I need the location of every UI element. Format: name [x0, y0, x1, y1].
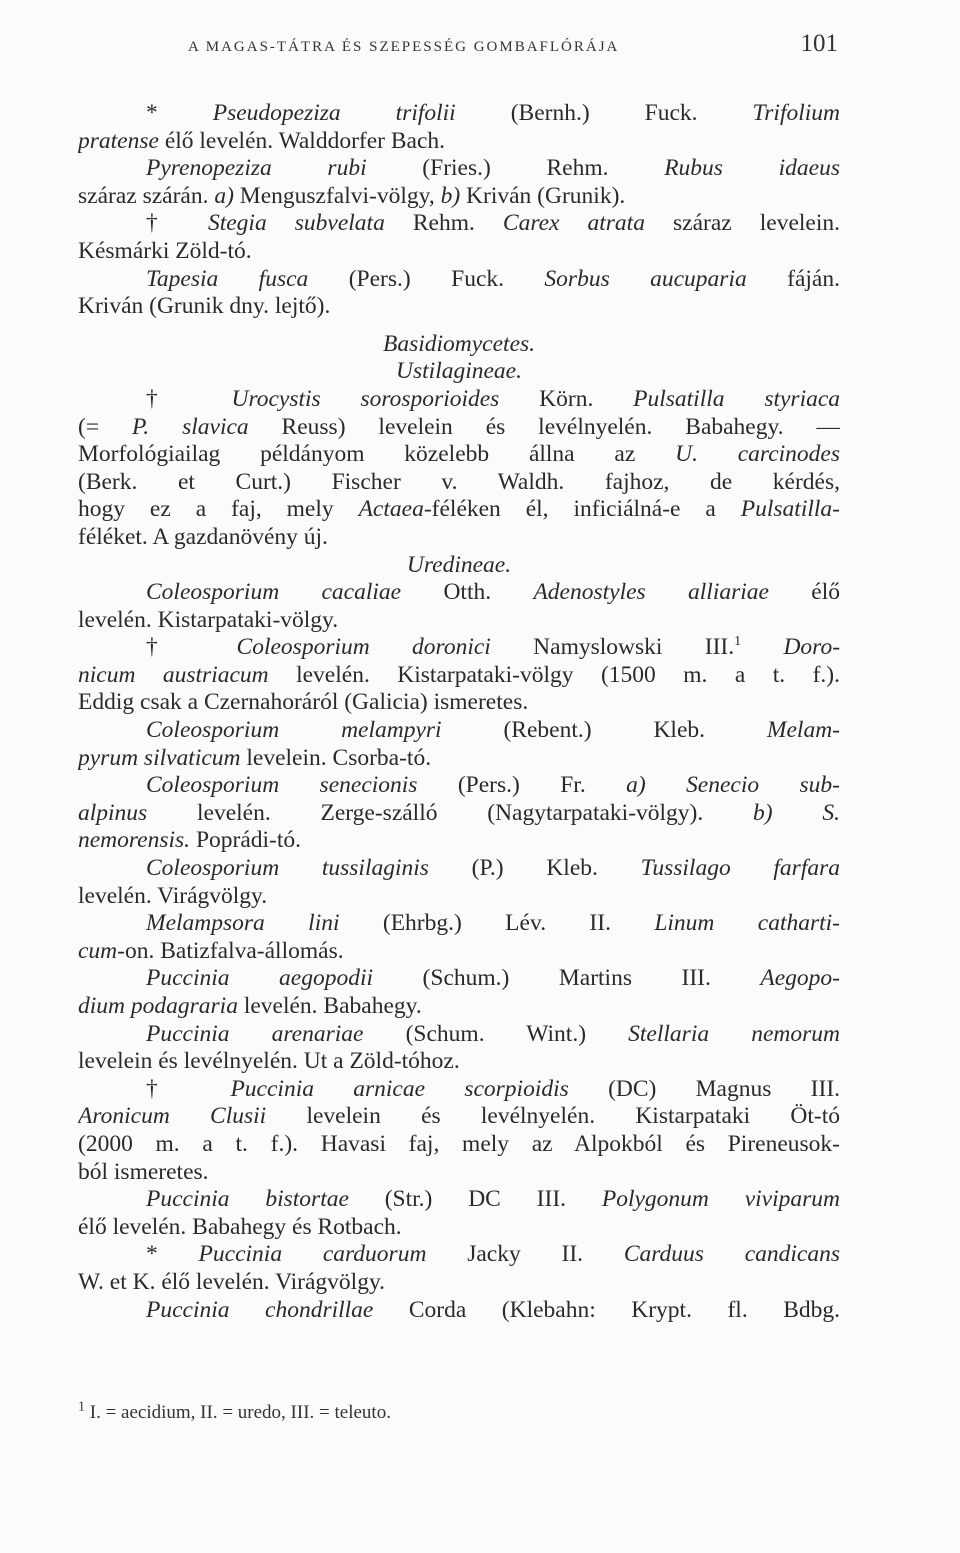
- text-run: Kriván (Grunik).: [460, 182, 626, 209]
- text-run: [741, 634, 783, 660]
- taxon-name: Coleosporium cacaliae: [146, 579, 402, 606]
- section-heading: [78, 358, 840, 386]
- taxon-name: Carex atrata: [502, 210, 645, 237]
- text-line: [78, 441, 840, 469]
- text-run: -: [832, 496, 840, 523]
- text-line: [78, 496, 840, 524]
- section-gap: [78, 321, 840, 331]
- taxon-name: Puccinia aegopodii: [146, 965, 374, 992]
- taxon-name: alpinus: [78, 799, 148, 826]
- text-line: [78, 469, 840, 497]
- text-run: (Pers.) Fuck.: [308, 265, 545, 292]
- footnote: [78, 1399, 391, 1424]
- text-run: hogy ez a faj, mely: [78, 496, 359, 523]
- text-line: [78, 266, 840, 294]
- taxon-name: Stegia subvelata: [207, 210, 385, 237]
- footnote-ref: 1: [734, 634, 742, 650]
- text-run: levelén. Zerge-szálló (Nagytarpataki-völgy).: [147, 799, 754, 826]
- taxon-name: Tussilago farfara: [640, 855, 840, 882]
- text-line: [78, 634, 840, 662]
- text-run: levelein és levélnyelén. Ut a Zöld-tóhoz.: [78, 1048, 460, 1075]
- text-line: [78, 579, 840, 607]
- text-line: [78, 386, 840, 414]
- taxon-name: Coleosporium senecionis: [146, 772, 418, 799]
- text-run: †: [146, 634, 237, 661]
- text-line: [78, 293, 840, 321]
- text-run: (Fries.) Rehm.: [366, 155, 665, 182]
- taxon-name: Uredineae.: [406, 551, 512, 578]
- text-run: (Pers.) Fr.: [417, 772, 627, 799]
- text-run: (Berk. et Curt.) Fischer v. Waldh. fajhoz, de kérdés,: [78, 468, 840, 495]
- taxon-name: Pulsatilla styriaca: [633, 385, 840, 412]
- taxon-name: nicum austriacum: [78, 661, 269, 688]
- text-line: [78, 238, 840, 266]
- text-run: -féléken él, inficiálná-e a: [423, 496, 741, 523]
- taxon-name: Melampsora lini: [146, 910, 340, 937]
- text-line: [78, 993, 840, 1021]
- taxon-name: Coleosporium tussilaginis: [146, 855, 429, 882]
- section-heading: [78, 331, 840, 359]
- text-run: levelén. Virágvölgy.: [78, 882, 268, 909]
- text-run: Kriván (Grunik dny. lejtő).: [78, 293, 331, 320]
- text-run: (Schum. Wint.): [363, 1020, 629, 1047]
- text-line: [78, 855, 840, 883]
- taxon-name: nemorensis.: [78, 827, 191, 854]
- text-run: féléket. A gazdanövény új.: [78, 523, 328, 550]
- text-line: [78, 745, 840, 773]
- text-line: [78, 1214, 840, 1242]
- body-text: [78, 100, 840, 1324]
- text-line: [78, 1076, 840, 1104]
- taxon-name: b): [440, 182, 461, 209]
- text-run: élő levelén. Babahegy és Rotbach.: [78, 1213, 402, 1240]
- text-run: fáján.: [746, 265, 840, 292]
- text-run: W. et K. élő levelén. Virágvölgy.: [78, 1268, 386, 1295]
- text-run: (Bernh.) Fuck.: [455, 100, 753, 126]
- text-line: [78, 717, 840, 745]
- text-run: (2000 m. a t. f.). Havasi faj, mely az Alpokból és Pireneusok-: [78, 1130, 840, 1157]
- taxon-name: Ustilagineae.: [396, 358, 522, 385]
- text-line: [78, 1021, 840, 1049]
- text-run: Eddig csak a Czernahoráról (Galicia) ismeretes.: [78, 689, 529, 716]
- text-line: [78, 827, 840, 855]
- text-run: (Str.) DC III.: [348, 1186, 602, 1213]
- text-run: Reuss) levelein és levélnyelén. Babahegy. —: [248, 413, 840, 440]
- text-run: száraz levelein.: [644, 210, 840, 237]
- text-line: [78, 128, 840, 156]
- text-run: Körn.: [499, 385, 634, 412]
- taxon-name: Actaea: [358, 496, 424, 523]
- text-line: [78, 1131, 840, 1159]
- text-line: [78, 938, 840, 966]
- text-run: †: [146, 1075, 231, 1102]
- text-run: levelein és levélnyelén. Kistarpataki Öt-tó: [266, 1103, 840, 1130]
- taxon-name: U. carcinodes: [675, 441, 840, 468]
- text-line: [78, 155, 840, 183]
- taxon-name: Trifolium: [752, 100, 840, 126]
- text-run: élő levelén. Walddorfer Bach.: [158, 127, 446, 154]
- text-run: Corda (Klebahn: Krypt. fl. Bdbg.: [373, 1296, 840, 1323]
- taxon-name: Sorbus aucuparia: [544, 265, 747, 292]
- taxon-name: b) S.: [753, 799, 840, 826]
- text-line: [78, 662, 840, 690]
- taxon-name: Puccinia carduorum: [198, 1241, 427, 1268]
- text-line: [78, 1159, 840, 1187]
- taxon-name: Linum catharti-: [654, 910, 840, 937]
- text-run: -on. Batizfalva-állomás.: [117, 937, 344, 964]
- taxon-name: P. slavica: [131, 413, 249, 440]
- taxon-name: Melam-: [766, 717, 840, 744]
- taxon-name: Pyrenopeziza rubi: [146, 155, 367, 182]
- section-heading: [78, 552, 840, 580]
- text-run: levelein. Csorba-tó.: [240, 744, 432, 771]
- taxon-name: Polygonum viviparum: [601, 1186, 840, 1213]
- text-run: Jacky II.: [426, 1241, 624, 1268]
- text-run: Morfológiailag példányom közelebb állna az: [78, 441, 676, 468]
- taxon-name: Urocystis sorosporioides: [231, 385, 500, 412]
- text-line: [78, 1103, 840, 1131]
- taxon-name: Rubus idaeus: [664, 155, 840, 182]
- text-line: [78, 414, 840, 442]
- footnote-marker: 1: [78, 1399, 85, 1415]
- text-run: (Schum.) Martins III.: [373, 965, 761, 992]
- taxon-name: Puccinia arenariae: [146, 1020, 364, 1047]
- text-run: levelén. Babahegy.: [237, 993, 422, 1019]
- text-line: [78, 1241, 840, 1269]
- text-line: [78, 1048, 840, 1076]
- text-line: [78, 607, 840, 635]
- text-line: [78, 210, 840, 238]
- text-run: Rehm.: [384, 210, 503, 237]
- taxon-name: Coleosporium doronici: [236, 634, 491, 661]
- taxon-name: Basidiomycetes.: [382, 330, 536, 357]
- text-line: [78, 910, 840, 938]
- text-line: [78, 100, 840, 128]
- taxon-name: Doro-: [783, 634, 840, 661]
- taxon-name: Puccinia arnicae scorpioidis: [230, 1075, 569, 1102]
- text-run: (Rebent.) Kleb.: [441, 717, 767, 744]
- text-run: ból ismeretes.: [78, 1158, 209, 1185]
- taxon-name: Stellaria nemorum: [628, 1020, 840, 1047]
- taxon-name: pyrum silvaticum: [78, 744, 241, 771]
- taxon-name: pratense: [78, 127, 159, 154]
- text-line: [78, 965, 840, 993]
- taxon-name: a) Senecio sub-: [626, 772, 840, 799]
- text-run: *: [146, 1241, 199, 1268]
- page-header: [78, 30, 838, 70]
- text-run: száraz szárán.: [78, 182, 215, 209]
- text-line: [78, 772, 840, 800]
- text-run: (DC) Magnus III.: [568, 1075, 840, 1102]
- text-run: (=: [78, 413, 132, 440]
- text-line: [78, 1186, 840, 1214]
- text-line: [78, 800, 840, 828]
- text-run: Késmárki Zöld-tó.: [78, 237, 252, 264]
- footnote-text: I. = aecidium, II. = uredo, III. = teleuto.: [85, 1402, 391, 1423]
- taxon-name: Puccinia bistortae: [146, 1186, 349, 1213]
- taxon-name: cum: [78, 937, 118, 964]
- taxon-name: Coleosporium melampyri: [146, 717, 442, 744]
- text-run: *: [146, 100, 213, 126]
- page-number: 101: [800, 30, 838, 57]
- text-line: [78, 183, 840, 211]
- taxon-name: Pseudopeziza trifolii: [212, 100, 456, 126]
- text-run: Poprádi-tó.: [190, 827, 302, 854]
- taxon-name: a): [214, 182, 234, 209]
- text-run: levelén. Kistarpataki-völgy.: [78, 606, 339, 633]
- taxon-name: Aegopo-: [760, 965, 840, 992]
- text-run: (P.) Kleb.: [428, 855, 641, 882]
- taxon-name: dium podagraria: [78, 993, 238, 1019]
- taxon-name: Aronicum Clusii: [78, 1103, 267, 1130]
- running-title: A MAGAS-TÁTRA ÉS SZEPESSÉG GOMBAFLÓRÁJA: [188, 39, 620, 55]
- text-line: [78, 524, 840, 552]
- text-line: [78, 689, 840, 717]
- text-run: élő: [768, 579, 840, 606]
- text-run: levelén. Kistarpataki-völgy (1500 m. a t. f.).: [268, 661, 840, 688]
- taxon-name: Adenostyles alliariae: [533, 579, 769, 606]
- text-run: (Ehrbg.) Lév. II.: [339, 910, 655, 937]
- text-run: †: [146, 385, 232, 412]
- taxon-name: Puccinia chondrillae: [146, 1296, 374, 1323]
- text-line: [78, 1269, 840, 1297]
- text-run: Otth.: [401, 579, 534, 606]
- text-line: [78, 883, 840, 911]
- text-run: †: [146, 210, 208, 237]
- text-run: Namyslowski III.: [490, 634, 735, 661]
- text-run: Menguszfalvi-völgy,: [233, 182, 441, 209]
- taxon-name: Pulsatilla: [740, 496, 833, 523]
- taxon-name: Tapesia fusca: [146, 265, 309, 292]
- taxon-name: Carduus candicans: [623, 1241, 840, 1268]
- text-line: [78, 1297, 840, 1325]
